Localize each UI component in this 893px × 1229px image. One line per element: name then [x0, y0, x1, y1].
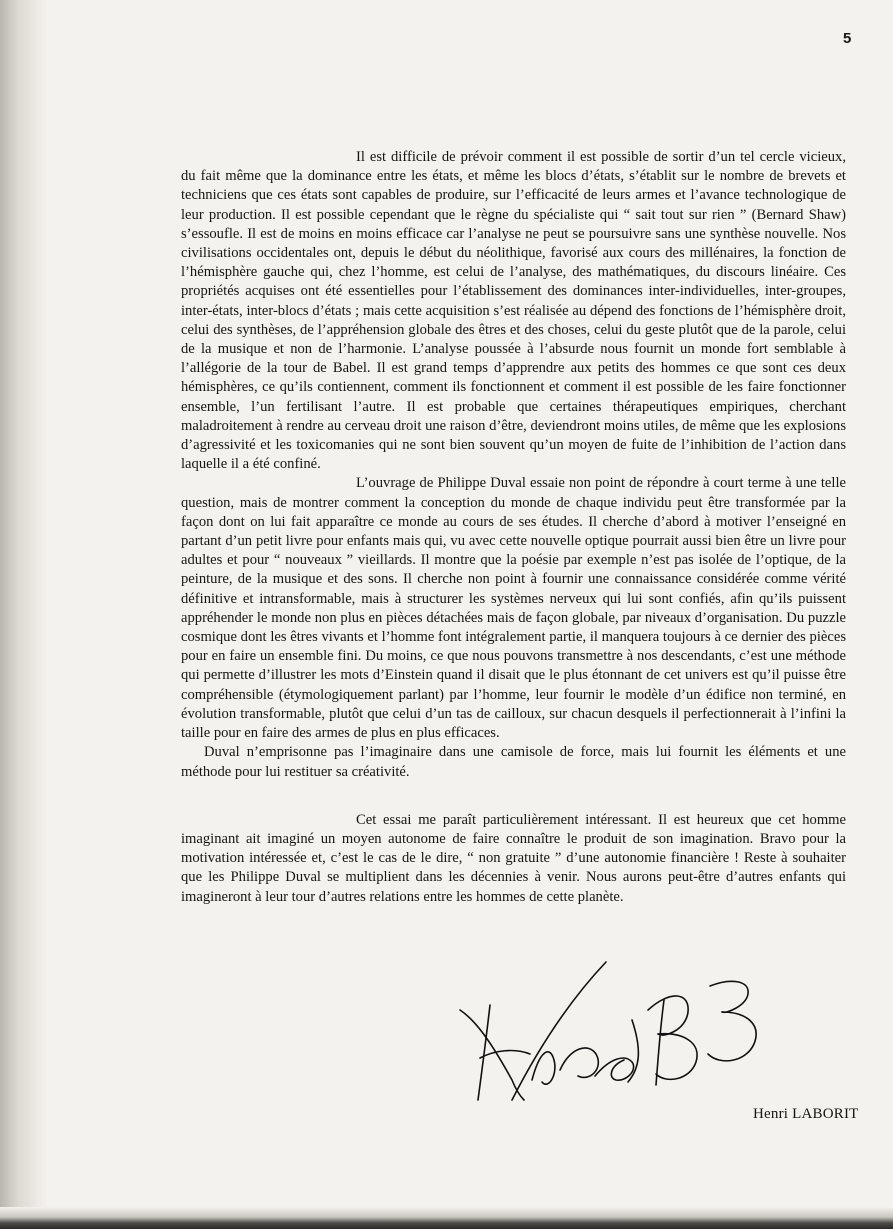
paragraph-3: Duval n’emprisonne pas l’imaginaire dans une camisole de force, mais lui fournit les éléments et une méthode pour lui restituer sa créativité. [181, 744, 846, 780]
paragraph-4: Cet essai me paraît particulièrement intéressant. Il est heureux que cet homme imaginant ait imaginé un moyen autonome de faire connaître le produit de son imagination. Bravo pour la motivation intéressée et, c’est le cas de le dire, “ non gratuite ” d’une autonomie financière ! Reste à souhaiter que les Philippe Duval se multiplient dans les décennies à venir. Nous aurons peut-être d’autres enfants qui imagineront à leur tour d’autres relations entre les hommes de cette planète. [181, 811, 846, 905]
paragraph-1: Il est difficile de prévoir comment il est possible de sortir d’un tel cercle vicieux, du fait même que la dominance entre les états, et même les blocs d’états, s’établit sur le nombre de brevets et techniciens que ces états sont capables de produire, sur l’efficacité de leurs armes et l’avance technologique de leur production. Il est possible cependant que le règne du spécialiste qui “ sait tout sur rien ” (Bernard Shaw) s’essoufle. Il est de moins en moins efficace car l’analyse ne peut se poursuivre sans une synthèse nouvelle. Nos civilisations occidentales ont, depuis le début du néolithique, favorisé aux cours des millénaires, la fonction de l’hémisphère gauche qui, chez l’homme, est celui de l’analyse, des mathématiques, du discours linéaire. Ces propriétés acquises ont été essentielles pour l’établissement des dominances inter-individuelles, inter-groupes, inter-états, inter-blocs d’états ; mais cette acquisition s’est réalisée au dépend des fonctions de l’hémisphère droit, celui des synthèses, de l’appréhension globale des êtres et des choses, celui du geste plutôt que de la parole, celui de la musique et non de l’harmonie. L’analyse poussée à l’absurde nous fournit un monde fort semblable à l’allégorie de la tour de Babel. Il est grand temps d’apprendre aux petits des hommes ce que sont ces deux hémisphères, ce qu’ils contiennent, comment ils fonctionnent et comment il est possible de les faire fonctionner ensemble, l’un fertilisant l’autre. Il est probable que certaines thérapeutiques empiriques, cherchant maladroitement à rendre au cerveau droit une raison d’être, deviendront moins utiles, de même que les explosions d’agressivité et les toxicomanies qui ne sont bien souvent qu’un moyen de fuite de l’inhibition de l’action dans laquelle il a été confiné. [181, 149, 846, 473]
paragraph-2: L’ouvrage de Philippe Duval essaie non point de répondre à court terme à une telle question, mais de montrer comment la conception du monde de chaque individu peut être transformée par la façon dont on lui fait apparaître ce monde au cours de ses études. Il cherche d’abord à motiver l’enseigné en partant d’un petit livre pour enfants mais qui, vu avec cette nouvelle optique pourrait aussi bien être un livre pour adultes et pour “ nouveaux ” vieillards. Il montre que la poésie par exemple n’est pas isolée de l’optique, de la peinture, de la musique et des sons. Il cherche non point à fournir une connaissance considérée comme vérité définitive et intransformable, mais à structurer les systèmes nerveux qui lui sont confiés, afin qu’ils puissent appréhender le monde non plus en pièces détachées mais de façon globale, par niveaux d’organisation. Du puzzle cosmique dont les êtres vivants et l’homme font intégralement partie, il manquera toujours à ce dernier des pièces pour en faire un ensemble fini. Du moins, ce que nous pouvons transmettre à nos descendants, c’est une méthode qui permette d’illustrer les mots d’Einstein quand il disait que le plus étonnant de cet univers est qu’il puisse être compréhensible (étymologiquement parlant) par l’homme, leur fournir le modèle d’un édifice non terminé, en évolution transformable, plutôt que celui d’un tas de cailloux, sur chacun desquels il perfectionnerait à l’infini la taille pour en faire des armes de plus en plus efficaces. [181, 475, 846, 742]
page-number: 5 [843, 30, 852, 47]
body-text [181, 148, 846, 907]
author-name: Henri LABORIT [753, 1106, 859, 1122]
handwritten-signature [420, 950, 780, 1110]
